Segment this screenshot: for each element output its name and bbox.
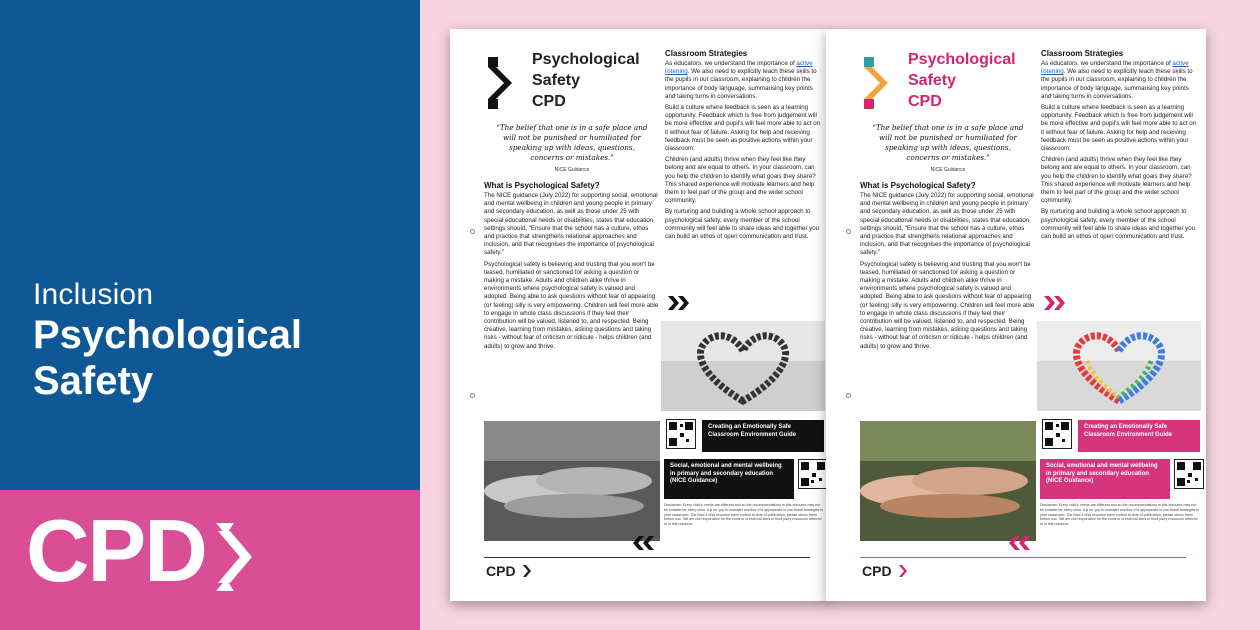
- doc-title-line: Psychological: [532, 51, 640, 68]
- doc-title-line: Safety: [532, 72, 581, 89]
- left-column: [484, 49, 660, 354]
- logo-chevron-icon: [862, 55, 902, 111]
- doc-title-line: CPD: [908, 93, 942, 110]
- footer-chevron-icon: [898, 564, 908, 578]
- paragraph: [1041, 60, 1199, 101]
- quote: "The belief that one is in a safe place and will not be punished or humiliated for speaking up with ideas, questions, concerns or mistakes.": [496, 123, 648, 162]
- section-heading: What is Psychological Safety?: [860, 181, 976, 190]
- doc-title-line: CPD: [532, 93, 566, 110]
- title-line-1: Psychological: [33, 313, 302, 357]
- footer-brand: CPD: [862, 563, 892, 579]
- paragraph: Children (and adults) thrive when they feel like they belong and are equal to others. In your classroom, can you help the children to identify what goals they share? This shared experience will motivate learners and help them to feel part of the group and the wider school community.: [1041, 156, 1192, 205]
- right-column: [1041, 49, 1199, 244]
- heart-photo: [1037, 321, 1201, 411]
- title-line-2: Safety: [33, 359, 154, 403]
- quote-source: NICE Guidance: [554, 167, 590, 173]
- paragraph: The NICE guidance (July 2022) for supporting social, emotional and mental wellbeing in children and young people in primary and secondary education, as well as those under 25 with special educational needs or disabilities, states that education settings should, "Ensure that the school has a culture, ethos and practice that strengthens relational approaches and inclusion, and that recognises the importance of psychological safety.": [860, 192, 1034, 257]
- paragraph-text: As educators, we understand the importance of: [665, 60, 797, 67]
- chevron-left-icon: [630, 535, 656, 551]
- paragraph: Build a culture where feedback is seen as a learning opportunity. Feedback which is free from judgement will be more effective and pupil's will feel more able to act on it without fear of failure. Asking for help and receiving feedback must be seen as positive actions within your classroom.: [1041, 104, 1197, 153]
- paragraph-text: As educators, we understand the importance of: [1041, 60, 1173, 67]
- footer-chevron-icon: [522, 564, 532, 578]
- paragraph: Build a culture where feedback is seen as a learning opportunity. Feedback which is free from judgement will be more effective and pupil's will feel more able to act on it without fear of failure. Asking for help and receiving feedback must be seen as positive actions within your classroom.: [665, 104, 821, 153]
- right-column: [665, 49, 823, 244]
- doc-logo: [484, 49, 660, 119]
- chevron-right-icon: [1042, 295, 1068, 311]
- paragraph: [665, 60, 823, 101]
- nice-guidance-link-box[interactable]: Social, emotional and mental wellbeing in primary and secondary education (NICE Guidance): [664, 459, 794, 499]
- paragraph: The NICE guidance (July 2022) for supporting social, emotional and mental wellbeing in children and young people in primary and secondary education, as well as those under 25 with special educational needs or disabilities, states that education settings should, "Ensure that the school has a culture, ethos and practice that strengthens relational approaches and inclusion, and that recognises the importance of psychological safety.": [484, 192, 658, 257]
- subject-label: Inclusion: [33, 278, 154, 311]
- doc-title: [908, 49, 1016, 112]
- hands-photo: [484, 421, 660, 541]
- qr-code[interactable]: [1042, 419, 1072, 449]
- chevron-left-icon: [1006, 535, 1032, 551]
- paragraph: Psychological safety is believing and trusting that you won't be teased, humiliated or sanctioned for asking a question or making a mistake. Adults and children alike thrive in environments where psychological safety is valued and adopted. Being able to ask questions without fear of appearing (or feeling) silly is very empowering. Children will feel more able to engage in whole class discussions if they feel their contribution will be valued, listened to, and respected. Being creative, learning from mistakes, asking questions and taking risks - without fear of criticism or ridicule - helps children (and adults) to grow and thrive.: [860, 260, 1035, 350]
- heart-photo: [661, 321, 825, 411]
- footer-brand: CPD: [486, 563, 516, 579]
- punch-hole: [470, 229, 475, 234]
- nice-guidance-link-box[interactable]: Social, emotional and mental wellbeing in primary and secondary education (NICE Guidance): [1040, 459, 1170, 499]
- guide-link-box[interactable]: Creating an Emotionally Safe Classroom Environment Guide: [1078, 420, 1200, 452]
- logo-chevron-icon: [486, 55, 526, 111]
- document-preview-greyscale: [450, 29, 830, 601]
- punch-hole: [846, 229, 851, 234]
- doc-title-line: Psychological: [908, 51, 1016, 68]
- paragraph: By nurturing and building a whole school approach to psychological safety, every member of the school community will feel able to share ideas and together you can build an ethos of open communication and trust.: [665, 208, 820, 241]
- quote: "The belief that one is in a safe place and will not be punished or humiliated for speaking up with ideas, questions, concerns or mistakes.": [872, 123, 1024, 162]
- section-heading: Classroom Strategies: [1041, 49, 1124, 58]
- document-preview-colour: [826, 29, 1206, 601]
- guide-link-box[interactable]: Creating an Emotionally Safe Classroom Environment Guide: [702, 420, 824, 452]
- doc-logo: [860, 49, 1036, 119]
- qr-code[interactable]: [1174, 459, 1204, 489]
- paragraph: By nurturing and building a whole school approach to psychological safety, every member of the school community will feel able to share ideas and together you can build an ethos of open communication and trust.: [1041, 208, 1196, 241]
- paragraph: Psychological safety is believing and trusting that you won't be teased, humiliated or sanctioned for asking a question or making a mistake. Adults and children alike thrive in environments where psychological safety is valued and adopted. Being able to ask questions without fear of appearing (or feeling) silly is very empowering. Children will feel more able to engage in whole class discussions if they feel their contribution will be valued, listened to, and respected. Being creative, learning from mistakes, asking questions and taking risks - without fear of criticism or ridicule - helps children (and adults) to grow and thrive.: [484, 260, 659, 350]
- hands-photo: [860, 421, 1036, 541]
- paragraph-text: . We also need to explicitly teach these skills to the pupils in our classroom, explaining to children the importance of body language, summarising key points and taking turns in conversations.: [665, 68, 817, 100]
- left-column: [860, 49, 1036, 354]
- qr-code[interactable]: [798, 459, 828, 489]
- active-listening-link[interactable]: active listening: [665, 60, 813, 76]
- fine-print: Disclaimer: Every child's needs are different and so the recommendations in this resource may not be suitable for every child. It is for you to consider whether it is appropriate to use these strategies in your classroom. The links in this resource were correct at time of publication; please check them before use. We are not responsible for the content of external sites or third party resources referred to in this resource.: [1040, 503, 1200, 527]
- paragraph-text: . We also need to explicitly teach these skills to the pupils in our classroom, explaining to children the importance of body language, summarising key points and taking turns in conversations.: [1041, 68, 1193, 100]
- section-heading: What is Psychological Safety?: [484, 181, 600, 190]
- punch-hole: [846, 393, 851, 398]
- left-title-block: [33, 278, 302, 404]
- footer-rule: [484, 557, 810, 558]
- doc-title: [532, 49, 640, 112]
- doc-title-line: Safety: [908, 72, 957, 89]
- punch-hole: [470, 393, 475, 398]
- brand-chevron-icon: [212, 517, 272, 597]
- footer-rule: [860, 557, 1186, 558]
- paragraph: Children (and adults) thrive when they feel like they belong and are equal to others. In your classroom, can you help the children to identify what goals they share? This shared experience will motivate learners and help them to feel part of the group and the wider school community.: [665, 156, 816, 205]
- chevron-right-icon: [666, 295, 692, 311]
- active-listening-link[interactable]: active listening: [1041, 60, 1189, 76]
- fine-print: Disclaimer: Every child's needs are different and so the recommendations in this resource may not be suitable for every child. It is for you to consider whether it is appropriate to use these strategies in your classroom. The links in this resource were correct at time of publication; please check them before use. We are not responsible for the content of external sites or third party resources referred to in this resource.: [664, 503, 824, 527]
- section-heading: Classroom Strategies: [665, 49, 748, 58]
- brand-cpd-text: CPD: [26, 501, 206, 600]
- qr-code[interactable]: [666, 419, 696, 449]
- quote-source: NICE Guidance: [930, 167, 966, 173]
